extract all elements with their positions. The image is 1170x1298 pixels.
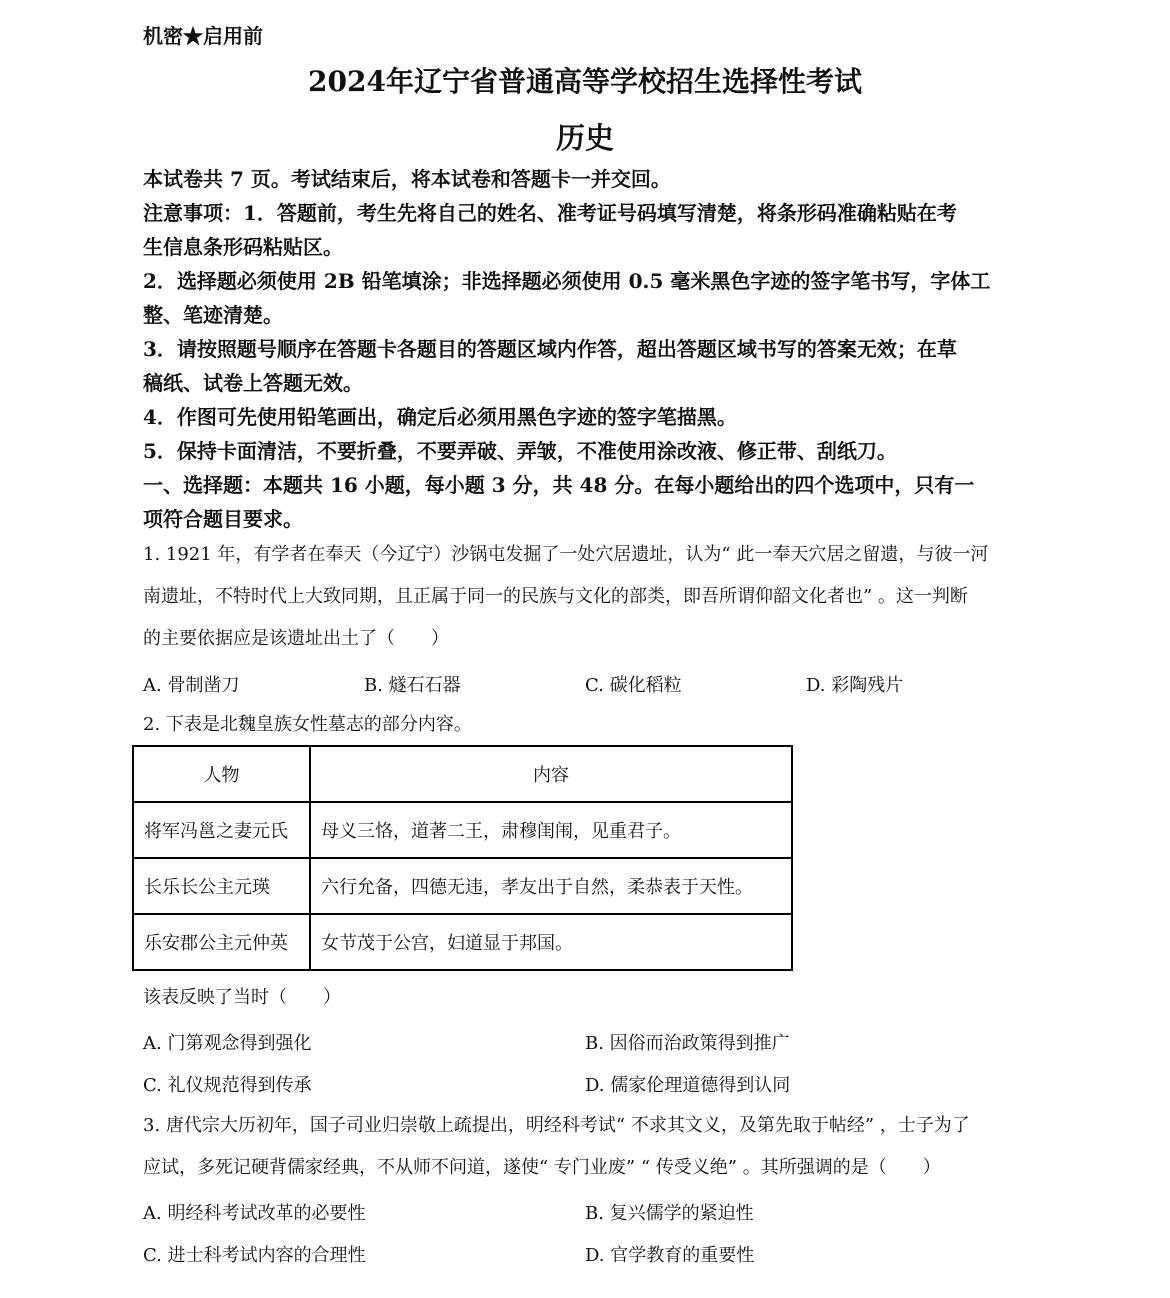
q2-option-a: A. 门第观念得到强化 xyxy=(143,1033,312,1054)
instruction-line: 整、笔迹清楚。 xyxy=(143,303,283,327)
instruction-line: 4．作图可先使用铅笔画出，确定后必须用黑色字迹的签字笔描黑。 xyxy=(143,405,737,429)
table-header-cell: 内容 xyxy=(310,746,792,802)
q2-question: 该表反映了当时（ ） xyxy=(143,987,341,1008)
q1-option-c: C. 碳化稻粒 xyxy=(585,675,682,696)
table-cell: 母义三恪，道著二王，肃穆闺闱，见重君子。 xyxy=(310,802,792,858)
table-row xyxy=(133,914,792,970)
subject-title: 历史 xyxy=(555,121,614,155)
q1-stem: 1. 1921 年，有学者在奉天（今辽宁）沙锅屯发掘了一处穴居遗址，认为“ 此一奉天穴居之留遗，与彼一河 xyxy=(143,544,989,565)
table-row xyxy=(133,858,792,914)
q3-option-b: B. 复兴儒学的紧迫性 xyxy=(585,1203,754,1224)
exam-title: 2024年辽宁省普通高等学校招生选择性考试 xyxy=(308,65,862,98)
table-cell: 乐安郡公主元仲英 xyxy=(133,914,310,970)
q2-option-d: D. 儒家伦理道德得到认同 xyxy=(585,1075,791,1096)
table-row xyxy=(133,802,792,858)
instruction-line: 生信息条形码粘贴区。 xyxy=(143,235,343,259)
table-header-row xyxy=(133,746,792,802)
table-cell: 女节茂于公宫，妇道显于邦国。 xyxy=(310,914,792,970)
table-cell: 六行允备，四德无违，孝友出于自然，柔恭表于天性。 xyxy=(310,858,792,914)
instruction-line: 稿纸、试卷上答题无效。 xyxy=(143,371,363,395)
q1-stem: 南遗址，不特时代上大致同期，且正属于同一的民族与文化的部类，即吾所谓仰韶文化者也” 。这一判断 xyxy=(143,586,968,607)
q3-stem: 应试，多死记硬背儒家经典，不从师不问道，遂使“ 专门业废” “ 传受义绝” 。其所强调的是（ ） xyxy=(143,1157,941,1178)
epitaph-table xyxy=(132,745,793,971)
q3-option-d: D. 官学教育的重要性 xyxy=(585,1245,755,1266)
instruction-line: 本试卷共 7 页。考试结束后，将本试卷和答题卡一并交回。 xyxy=(143,167,671,191)
q1-stem: 的主要依据应是该遗址出土了（ ） xyxy=(143,628,449,649)
table-cell: 长乐长公主元瑛 xyxy=(133,858,310,914)
instruction-line: 注意事项：1．答题前，考生先将自己的姓名、准考证号码填写清楚，将条形码准确粘贴在考 xyxy=(143,201,957,225)
q3-option-c: C. 进士科考试内容的合理性 xyxy=(143,1245,366,1266)
q1-option-a: A. 骨制凿刀 xyxy=(143,675,240,696)
table-header-cell: 人物 xyxy=(133,746,310,802)
q2-option-c: C. 礼仪规范得到传承 xyxy=(143,1075,312,1096)
instruction-line: 3．请按照题号顺序在答题卡各题目的答题区域内作答，超出答题区域书写的答案无效；在草 xyxy=(143,337,957,361)
table-cell: 将军冯邕之妻元氏 xyxy=(133,802,310,858)
q2-stem: 2. 下表是北魏皇族女性墓志的部分内容。 xyxy=(143,714,472,735)
q1-option-b: B. 燧石石器 xyxy=(364,675,461,696)
section-heading: 一、选择题：本题共 16 小题，每小题 3 分，共 48 分。在每小题给出的四个选项中，只有一 xyxy=(143,473,975,497)
confidential-label: 机密★启用前 xyxy=(143,24,263,48)
q3-option-a: A. 明经科考试改革的必要性 xyxy=(143,1203,366,1224)
instruction-line: 5．保持卡面清洁，不要折叠，不要弄破、弄皱，不准使用涂改液、修正带、刮纸刀。 xyxy=(143,439,897,463)
q1-option-d: D. 彩陶残片 xyxy=(806,675,904,696)
q3-stem: 3. 唐代宗大历初年，国子司业归崇敬上疏提出，明经科考试“ 不求其文义，及第先取于帖经” ，士子为了 xyxy=(143,1115,970,1136)
section-heading: 项符合题目要求。 xyxy=(143,507,303,531)
instruction-line: 2．选择题必须使用 2B 铅笔填涂；非选择题必须使用 0.5 毫米黑色字迹的签字笔书写，字体工 xyxy=(143,269,991,293)
q2-option-b: B. 因俗而治政策得到推广 xyxy=(585,1033,790,1054)
